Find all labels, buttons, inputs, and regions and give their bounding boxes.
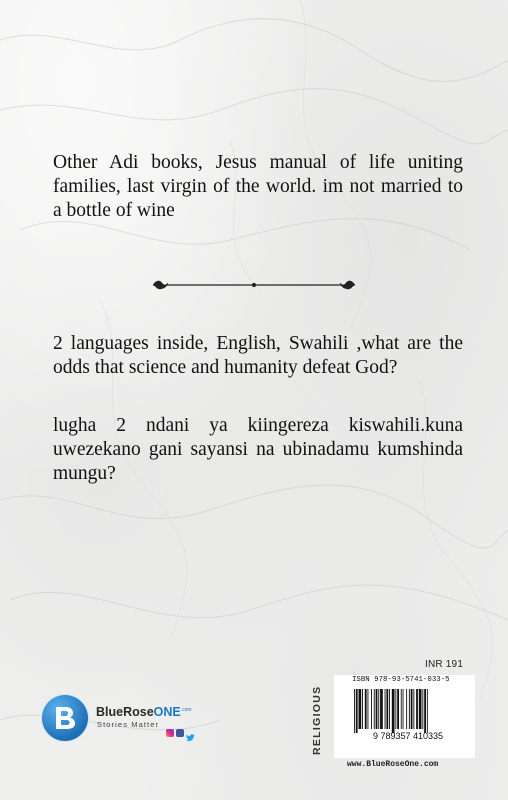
barcode-bar [371,689,372,729]
publisher-tagline: Stories Matter [97,720,160,729]
barcode-bar [422,689,423,729]
category-label: RELIGIOUS [311,685,323,755]
barcode-bar [354,689,355,733]
languages-paragraph: 2 languages inside, English, Swahili ,what are the odds that science and humanity defeat God? [53,333,463,378]
isbn-text: ISBN 978-93-5741-033-5 [352,676,450,684]
barcode-bar [380,689,383,729]
swahili-paragraph: lugha 2 ndani ya kiingereza kiswahili.kuna uwezekano gani sayansi na ubinadamu kumshinda mungu? [53,415,463,484]
publisher-name-suffix: .com [180,706,192,713]
social-icons [166,729,194,737]
barcode-bar [368,689,369,729]
barcode-bar [406,689,407,729]
barcode-bar [424,689,426,733]
barcode-bar [411,689,413,729]
barcode-bar [365,689,367,729]
barcode-bar [376,689,378,729]
barcode-image [344,687,472,741]
barcode-bar [374,689,375,729]
facebook-icon [176,729,184,737]
barcode-bar [401,689,402,729]
barcode-bar [392,689,395,733]
divider-ornament [151,277,357,293]
barcode-bar [362,689,363,729]
barcode-bar [389,689,390,729]
instagram-icon [166,729,174,737]
barcode-bar [419,689,422,729]
twitter-icon [186,729,194,737]
publisher-name-part2: ONE [153,705,181,719]
barcode-bar [385,689,386,729]
barcode-bar [416,689,418,729]
barcode-number: 9 789357 410335 [372,731,444,741]
publisher-name-part1: BlueRose [96,705,154,719]
publisher-logo-icon [42,695,88,741]
barcode-bar [386,689,388,729]
publisher-logo [42,695,202,741]
publisher-website: www.BlueRoseOne.com [347,760,439,769]
barcode-bar [395,689,396,729]
other-books-paragraph: Other Adi books, Jesus manual of life uniting families, last virgin of the world. im not married to a bottle of wine [53,152,463,221]
barcode-bar [413,689,414,729]
barcode-bar [359,689,362,729]
price-label: INR 191 [425,659,464,670]
barcode-bar [403,689,404,729]
barcode-bar [427,689,428,733]
publisher-name [96,705,192,719]
barcode-bar [378,689,379,729]
barcode-bar [409,689,410,729]
barcode-bar [356,689,358,733]
barcode-bar [397,689,399,729]
